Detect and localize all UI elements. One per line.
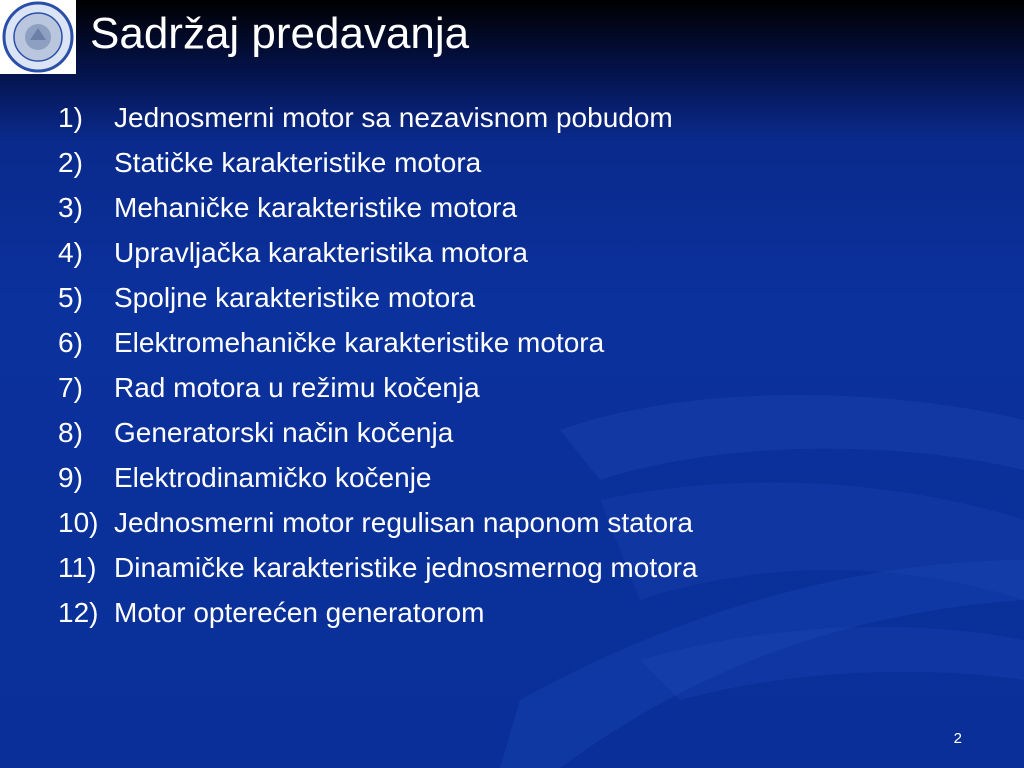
item-text: Mehaničke karakteristike motora — [114, 191, 518, 223]
item-text: Rad motora u režimu kočenja — [114, 371, 480, 403]
list-item — [58, 545, 698, 590]
item-number: 3) — [58, 191, 83, 223]
item-number: 1) — [58, 101, 83, 133]
slide-title: Sadržaj predavanja — [90, 9, 470, 58]
item-text: Spoljne karakteristike motora — [114, 281, 476, 313]
item-text: Jednosmerni motor regulisan naponom statora — [114, 506, 693, 538]
item-number: 9) — [58, 461, 83, 493]
item-text: Dinamičke karakteristike jednosmernog motora — [114, 551, 698, 583]
list-item — [58, 275, 698, 320]
item-number: 5) — [58, 281, 83, 313]
item-number: 10) — [58, 506, 99, 538]
item-text: Statičke karakteristike motora — [114, 146, 482, 178]
item-number: 7) — [58, 371, 83, 403]
item-text: Motor opterećen generatorom — [114, 596, 485, 628]
list-item — [58, 410, 698, 455]
list-item — [58, 365, 698, 410]
page-number: 2 — [953, 730, 962, 747]
list-item — [58, 185, 698, 230]
item-number: 6) — [58, 326, 83, 358]
item-number: 12) — [58, 596, 99, 628]
item-text: Jednosmerni motor sa nezavisnom pobudom — [114, 101, 673, 133]
list-item — [58, 230, 698, 275]
list-item — [58, 95, 698, 140]
list-item — [58, 590, 698, 635]
item-text: Elektrodinamičko kočenje — [114, 461, 432, 493]
item-text: Upravljačka karakteristika motora — [114, 236, 528, 268]
school-seal-icon — [0, 0, 76, 74]
item-number: 11) — [58, 551, 97, 583]
item-number: 4) — [58, 236, 83, 268]
item-text: Elektromehaničke karakteristike motora — [114, 326, 605, 358]
content-list — [58, 95, 698, 635]
item-text: Generatorski način kočenja — [114, 416, 454, 448]
list-item — [58, 320, 698, 365]
list-item — [58, 500, 698, 545]
item-number: 8) — [58, 416, 83, 448]
list-item — [58, 140, 698, 185]
item-number: 2) — [58, 146, 83, 178]
list-item — [58, 455, 698, 500]
